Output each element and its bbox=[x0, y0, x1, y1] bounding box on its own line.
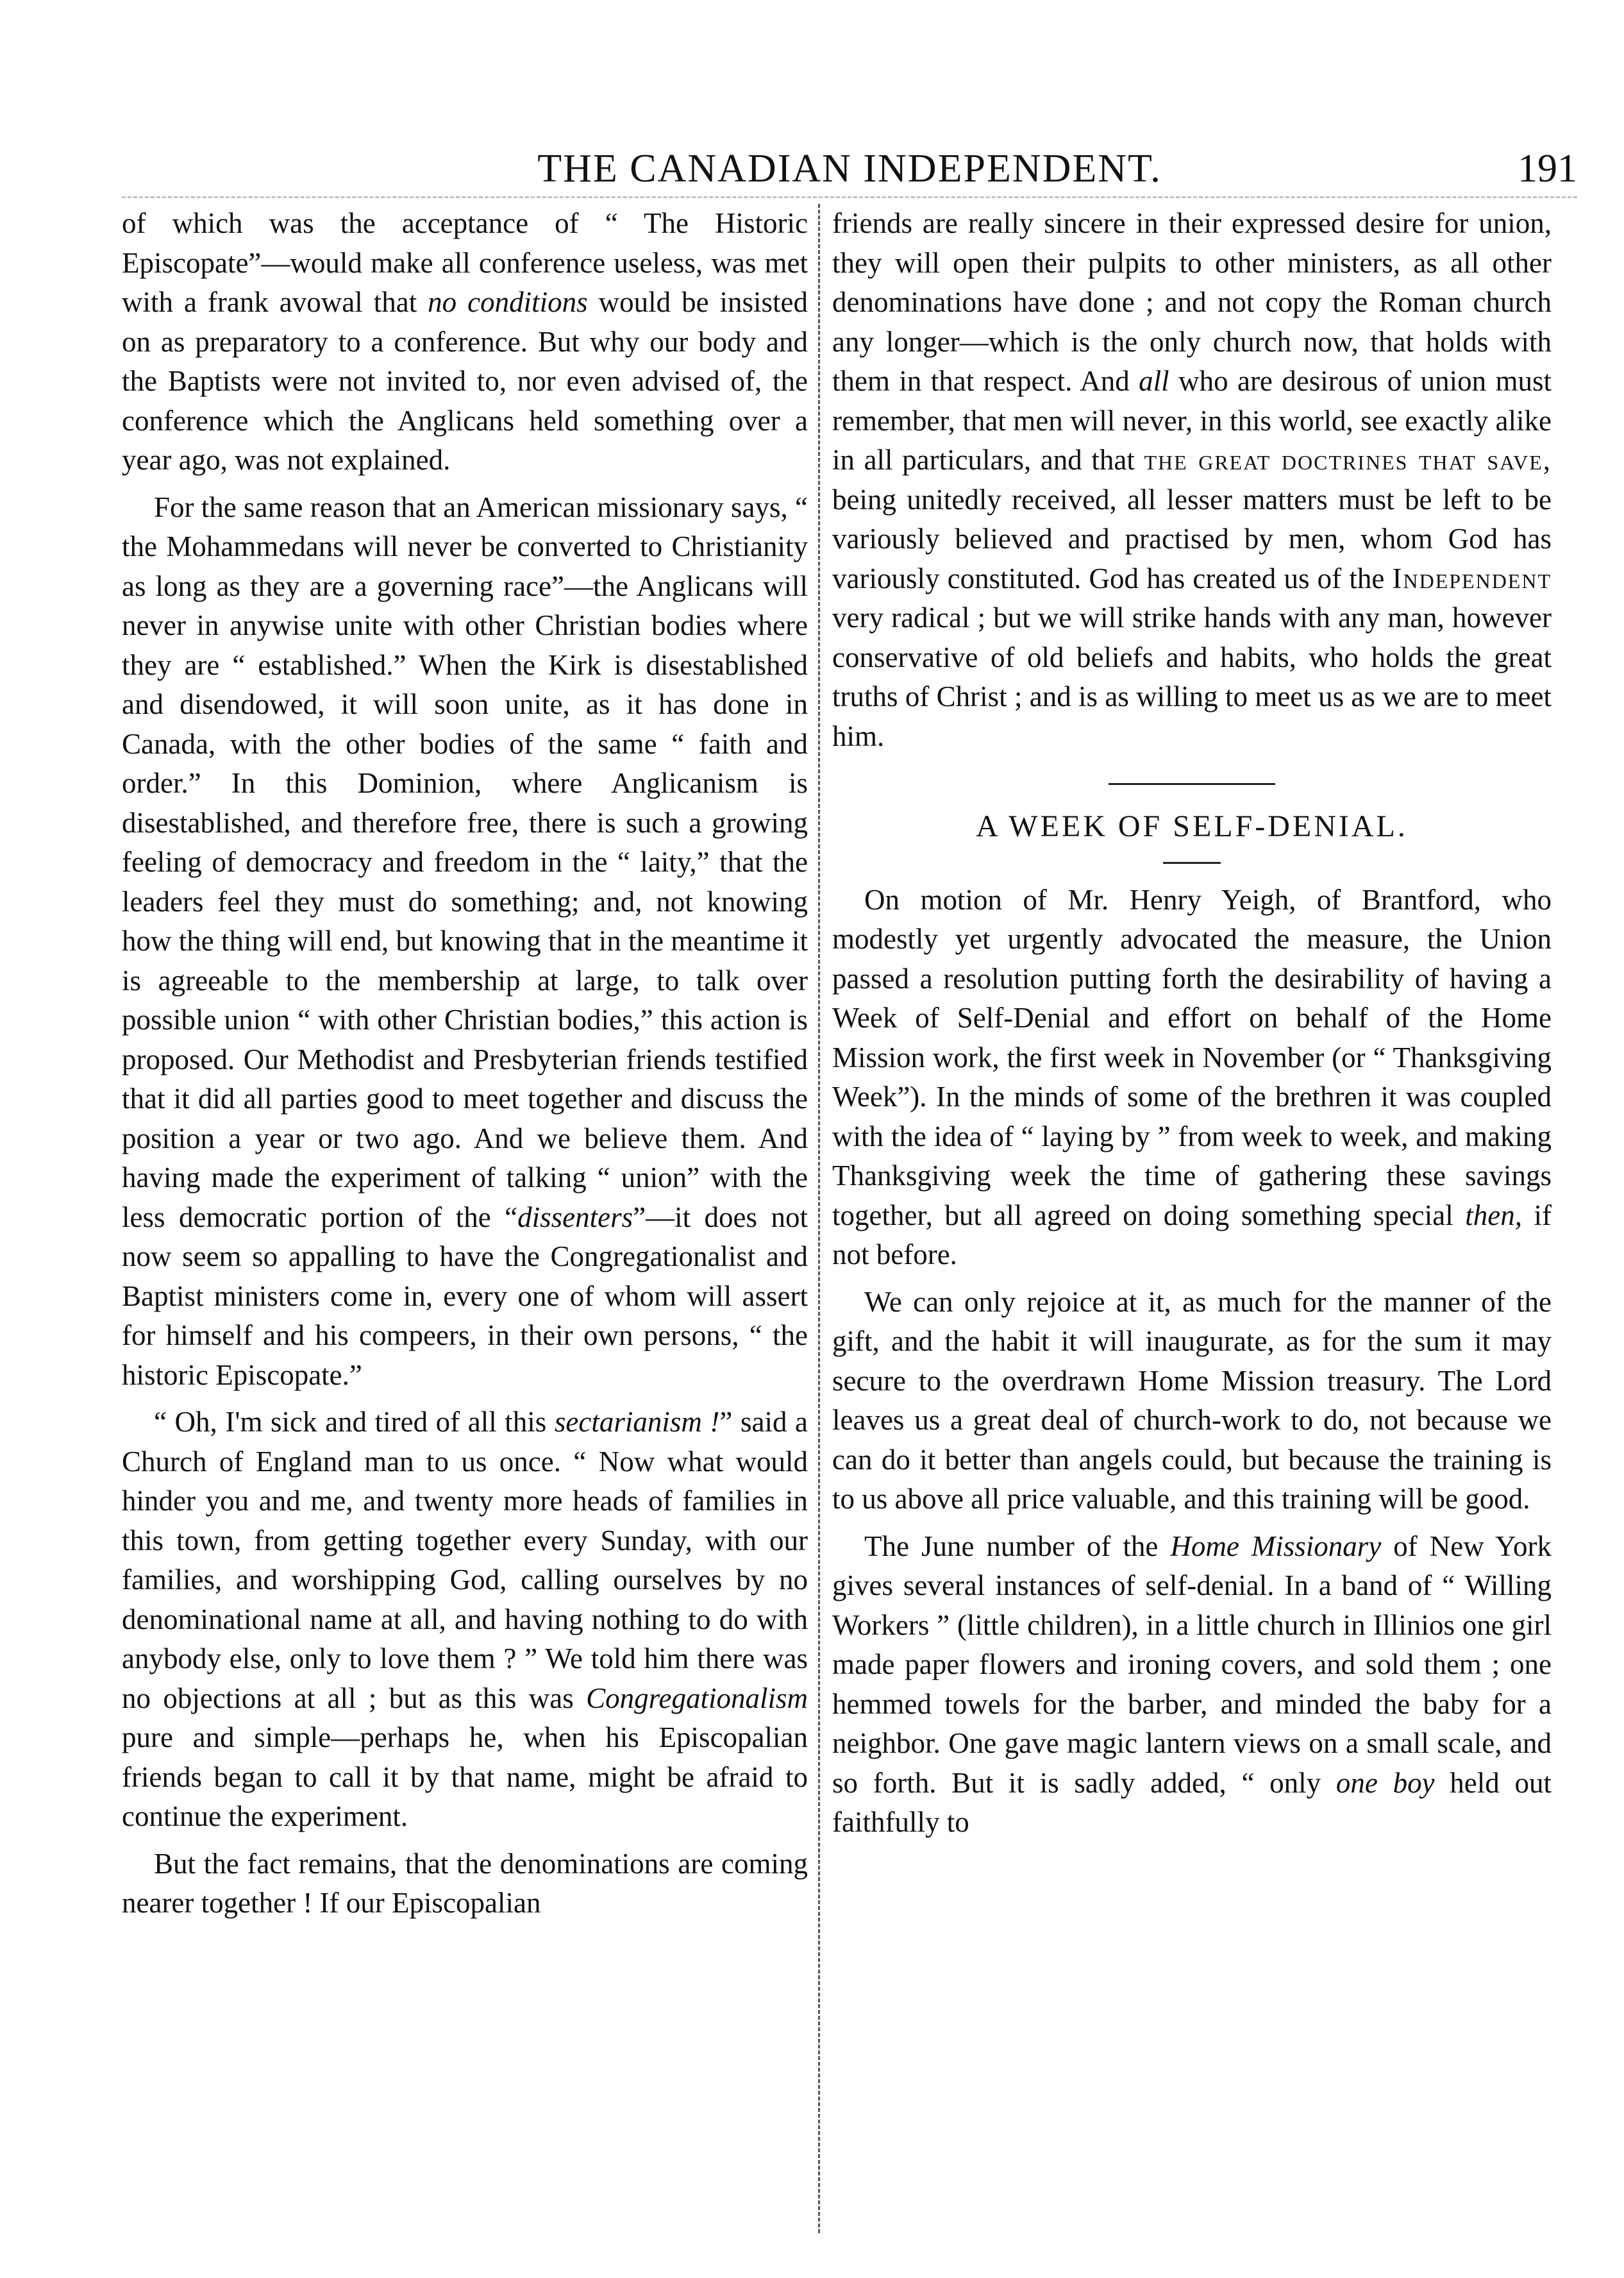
italic-text: all bbox=[1139, 365, 1169, 397]
small-caps-text: Independent bbox=[1392, 562, 1552, 595]
text-run: of New York gives several instances of self-denial. In a band of “ Willing Workers ” (little children), in a little church in Illinios one girl made paper flowers and ironing covers, and sold them ; one hemmed towels for the barber, and minded the baby for a neighbor. One gave magic lantern views on a small scale, and so forth. But it is sadly added, “ only bbox=[832, 1530, 1552, 1799]
paragraph bbox=[832, 1283, 1552, 1519]
italic-text: then, bbox=[1465, 1199, 1523, 1231]
text-run: ” said a Church of England man to us once. “ Now what would hinder you and me, and twenty more heads of families in this town, from getting together every Sunday, with our families, and worshipping God, calling ourselves by no denominational name at all, and having nothing to do with anybody else, only to love them ? ” We told him there was no objections at all ; but as this was bbox=[122, 1406, 808, 1714]
italic-text: Home Missionary bbox=[1170, 1530, 1382, 1562]
paragraph bbox=[122, 204, 808, 480]
section-separator bbox=[1109, 783, 1275, 785]
left-column bbox=[122, 204, 808, 1931]
page-header bbox=[122, 142, 1577, 194]
italic-text: one boy bbox=[1335, 1766, 1435, 1799]
text-run: if not before. bbox=[832, 1199, 1552, 1270]
text-run: would be insisted on as preparatory to a conference. But why our body and the Baptists were not invited to, nor even advised of, the conference which the Anglicans held something over a year ago, was not explained. bbox=[122, 286, 808, 476]
text-run: But the fact remains, that the denominations are coming nearer together ! If our Episcopalian bbox=[122, 1847, 808, 1919]
text-run: of which was the acceptance of “ The Historic Episcopate”—would make all conference useless, was met with a frank avowal that bbox=[122, 207, 808, 318]
text-run: held out faithfully to bbox=[832, 1766, 1552, 1838]
right-column bbox=[832, 204, 1552, 1850]
paragraph bbox=[832, 204, 1552, 756]
small-caps-text: the great doctrines that save, bbox=[1144, 444, 1552, 476]
paragraph bbox=[122, 488, 808, 1396]
publication-title: THE CANADIAN INDEPENDENT. bbox=[537, 147, 1162, 190]
text-run: very radical ; but we will strike hands with any man, however conservative of old beliefs and habits, who holds the great truths of Christ ; and is as willing to meet us as we are to meet him. bbox=[832, 602, 1552, 752]
text-run: pure and simple—perhaps he, when his Episcopalian friends began to call it by that name, might be afraid to continue the experiment. bbox=[122, 1721, 808, 1832]
text-run: ”—it does not now seem so appalling to have the Congregationalist and Baptist ministers come in, every one of whom will assert for himself and his compeers, in their own persons, “ the historic Episcopate.” bbox=[122, 1201, 808, 1391]
text-run: who are desirous of union must remember, that men will never, in this world, see exactly alike in all particulars, and that bbox=[832, 365, 1552, 476]
text-run: “ Oh, I'm sick and tired of all this bbox=[154, 1406, 547, 1438]
text-run: For the same reason that an American missionary says, “ the Mohammedans will never be converted to Christianity as long as they are a governing race”—the Anglicans will never in anywise unite with other Christian bodies where they are “ established.” When the Kirk is disestablished and disendowed, it will soon unite, as it has done in Canada, with the other bodies of the same “ faith and order.” In this Dominion, where Anglicanism is disestablished, and therefore free, there is such a growing feeling of democracy and freedom in the “ laity,” that the leaders feel they must do something; and, not knowing how the thing will end, but knowing that in the meantime it is agreeable to the membership at large, to talk over possible union “ with other Christian bodies,” this action is proposed. Our Methodist and Presbyterian friends testified that it did all parties good to meet together and discuss the position a year or two ago. And we believe them. And having made the experiment of talking “ union” with the less democratic portion of the “ bbox=[122, 491, 808, 1233]
italic-text: sectarianism ! bbox=[554, 1406, 720, 1438]
page-number: 191 bbox=[1518, 147, 1577, 190]
italic-text: no conditions bbox=[428, 286, 588, 318]
text-run: The June number of the bbox=[864, 1530, 1159, 1562]
column-divider bbox=[818, 204, 820, 2233]
italic-text: dissenters bbox=[517, 1201, 633, 1233]
header-rule bbox=[122, 196, 1577, 198]
paragraph bbox=[122, 1844, 808, 1923]
heading-rule bbox=[1163, 862, 1221, 864]
text-run: On motion of Mr. Henry Yeigh, of Brantford, who modestly yet urgently advocated the measure, the Union passed a resolution putting forth the desirability of having a Week of Self-Denial and effort on behalf of the Home Mission work, the first week in November (or “ Thanksgiving Week”). In the minds of some of the brethren it was coupled with the idea of “ laying by ” from week to week, and making Thanksgiving week the time of gathering these savings together, but all agreed on doing something special bbox=[832, 883, 1552, 1231]
text-run: friends are really sincere in their expressed desire for union, they will open their pulpits to other ministers, as all other denominations have done ; and not copy the Roman church any longer—which is the only church now, that holds with them in that respect. And bbox=[832, 207, 1552, 397]
text-run: We can only rejoice at it, as much for the manner of the gift, and the habit it will inaugurate, as for the sum it may secure to the overdrawn Home Mission treasury. The Lord leaves us a great deal of church-work to do, not because we can do it better than angels could, but because the training is to us above all price valuable, and this training will be good. bbox=[832, 1285, 1552, 1515]
paragraph bbox=[832, 881, 1552, 1275]
paragraph bbox=[122, 1403, 808, 1837]
paragraph bbox=[832, 1527, 1552, 1843]
italic-text: Congregationalism bbox=[586, 1682, 808, 1714]
article-heading: A WEEK OF SELF-DENIAL. bbox=[976, 809, 1408, 843]
text-run: being unitedly received, all lesser matters must be left to be variously believed and practised by men, whom God has variously constituted. God has created us of the bbox=[832, 483, 1552, 595]
